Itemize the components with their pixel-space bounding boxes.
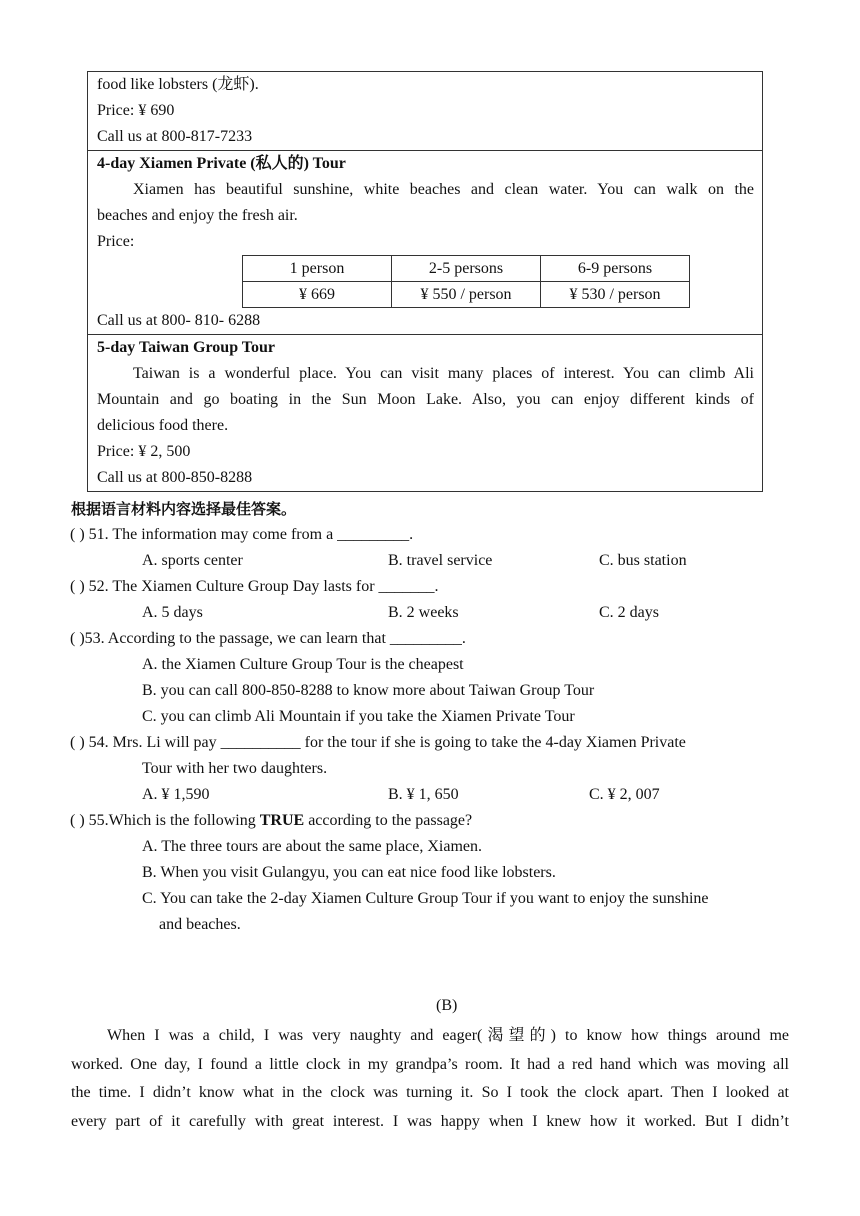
question-55-option-c: C. You can take the 2-day Xiamen Culture Group Tour if you want to enjoy the sunshine <box>142 890 709 907</box>
question-52-stem: ( ) 52. The Xiamen Culture Group Day lasts for _______. <box>70 578 439 595</box>
question-54-stem-continued: Tour with her two daughters. <box>142 760 328 777</box>
price-header-2: 2-5 persons <box>392 256 541 282</box>
question-53-option-c: C. you can climb Ali Mountain if you take the Xiamen Private Tour <box>142 708 575 725</box>
question-52-option-a: A. 5 days <box>142 604 203 621</box>
taiwan-phone: Call us at 800-850-8288 <box>97 469 253 486</box>
price-value-3: ¥ 530 / person <box>541 282 690 308</box>
question-54-option-a: A. ¥ 1,590 <box>142 786 210 803</box>
tour-ads-box <box>87 71 763 492</box>
price-table-header-row <box>243 256 690 282</box>
instruction-heading: 根据语言材料内容选择最佳答案。 <box>71 500 297 518</box>
xiamen-private-phone: Call us at 800- 810- 6288 <box>97 312 261 329</box>
price-value-1: ¥ 669 <box>243 282 392 308</box>
culture-tour-section <box>88 72 762 151</box>
price-header-3: 6-9 persons <box>541 256 690 282</box>
price-value-2: ¥ 550 / person <box>392 282 541 308</box>
question-51-option-c: C. bus station <box>599 552 687 569</box>
xiamen-private-price-label: Price: <box>97 233 135 250</box>
question-54-option-b: B. ¥ 1, 650 <box>388 786 459 803</box>
question-54-stem: ( ) 54. Mrs. Li will pay __________ for the tour if she is going to take the 4-day Xiamen Private <box>70 734 686 751</box>
question-51-option-b: B. travel service <box>388 552 493 569</box>
taiwan-desc-line3: delicious food there. <box>97 417 229 434</box>
question-52-option-c: C. 2 days <box>599 604 659 621</box>
taiwan-desc-line1: Taiwan is a wonderful place. You can visit many places of interest. You can climb Ali <box>133 365 754 382</box>
section-b-label: (B) <box>436 997 458 1014</box>
xiamen-private-section <box>88 151 762 335</box>
price-table-value-row <box>243 282 690 308</box>
question-52-option-b: B. 2 weeks <box>388 604 459 621</box>
passage-line-4: every part of it carefully with great interest. I was happy when I knew how it worked. But I didn’t <box>71 1112 789 1130</box>
taiwan-desc-line2: Mountain and go boating in the Sun Moon Lake. Also, you can enjoy different kinds of <box>97 391 754 408</box>
question-55-option-b: B. When you visit Gulangyu, you can eat nice food like lobsters. <box>142 864 556 881</box>
passage-line-2: worked. One day, I found a little clock in my grandpa’s room. It had a red hand which was moving all <box>71 1055 789 1073</box>
question-55-stem-before: ( ) 55.Which is the following <box>70 812 260 829</box>
xiamen-private-desc-line1: Xiamen has beautiful sunshine, white beaches and clean water. You can walk on the <box>133 181 754 198</box>
question-55-stem-after: according to the passage? <box>304 812 473 829</box>
xiamen-private-desc-line2: beaches and enjoy the fresh air. <box>97 207 298 224</box>
question-55-option-c-continued: and beaches. <box>159 916 241 933</box>
question-53-option-a: A. the Xiamen Culture Group Tour is the cheapest <box>142 656 464 673</box>
culture-food-line: food like lobsters (龙虾). <box>97 76 259 93</box>
culture-price: Price: ¥ 690 <box>97 102 175 119</box>
question-55-option-a: A. The three tours are about the same place, Xiamen. <box>142 838 483 855</box>
passage-line-1: When I was a child, I was very naughty and eager(渴望的) to know how things around me <box>107 1027 789 1044</box>
question-55-stem-bold: TRUE <box>259 812 305 829</box>
taiwan-price: Price: ¥ 2, 500 <box>97 443 191 460</box>
question-53-option-b: B. you can call 800-850-8288 to know more about Taiwan Group Tour <box>142 682 595 699</box>
question-55-stem <box>70 808 472 834</box>
question-54-option-c: C. ¥ 2, 007 <box>589 786 660 803</box>
taiwan-title: 5-day Taiwan Group Tour <box>97 339 276 356</box>
culture-phone: Call us at 800-817-7233 <box>97 128 253 145</box>
price-header-1: 1 person <box>243 256 392 282</box>
question-51-option-a: A. sports center <box>142 552 243 569</box>
xiamen-private-title: 4-day Xiamen Private (私人的) Tour <box>97 155 346 172</box>
price-table <box>242 255 690 308</box>
taiwan-tour-section <box>88 335 762 491</box>
question-51-stem: ( ) 51. The information may come from a _________. <box>70 526 414 543</box>
question-53-stem: ( )53. According to the passage, we can learn that _________. <box>70 630 466 647</box>
section-b-passage <box>71 1022 789 1136</box>
passage-line-3: the time. I didn’t know what in the clock was turning it. So I took the clock apart. Then I looked at <box>71 1084 789 1101</box>
